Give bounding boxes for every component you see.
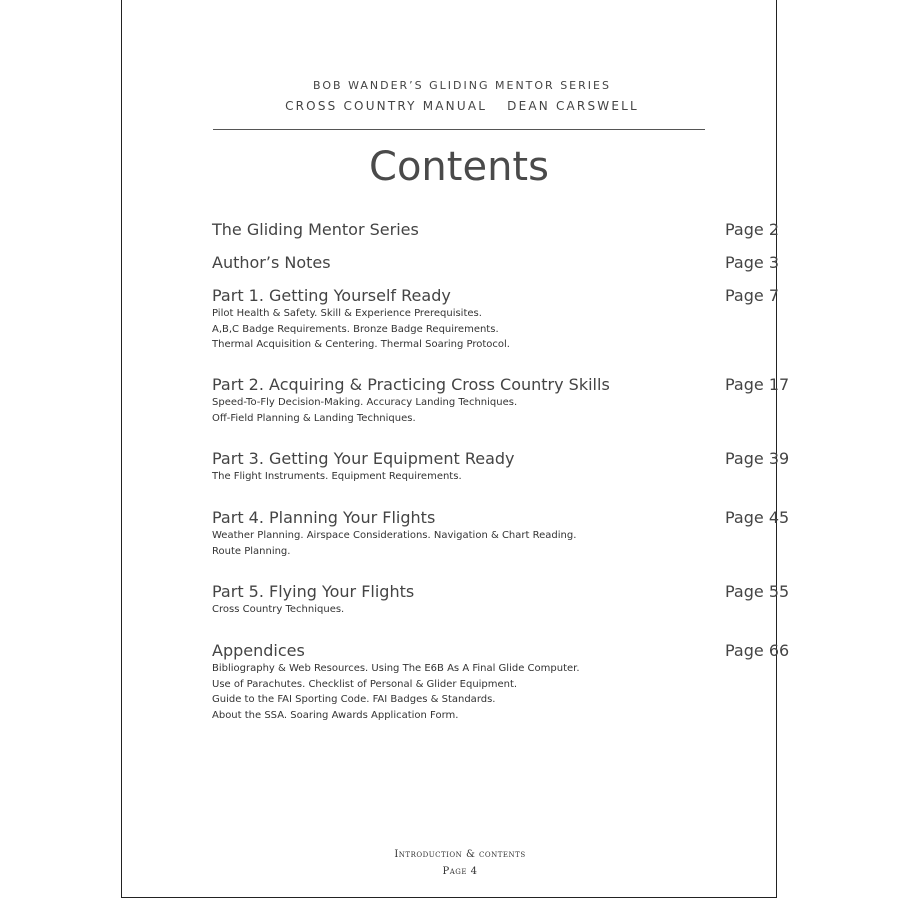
toc-heading: Appendices: [212, 641, 305, 660]
toc-heading: Part 5. Flying Your Flights: [212, 582, 415, 601]
toc-subtopic: About the SSA. Soaring Awards Application Form.: [212, 709, 459, 721]
toc-entry-part-1: [212, 286, 779, 353]
toc-subtopic: Pilot Health & Safety. Skill & Experience Prerequisites.: [212, 308, 482, 319]
toc-subtopic: Guide to the FAI Sporting Code. FAI Badges & Standards.: [212, 694, 496, 705]
page-title: Contents: [369, 144, 549, 190]
toc-page-number: Page 66: [725, 641, 790, 660]
toc-subtopic: A,B,C Badge Requirements. Bronze Badge Requirements.: [212, 323, 499, 335]
manual-line: [135, 99, 789, 113]
toc-subtopic: Cross Country Techniques.: [212, 604, 345, 615]
toc-subtopic: Speed-To-Fly Decision-Making. Accuracy Landing Techniques.: [212, 397, 518, 408]
toc-entry-mentor-series: [212, 220, 779, 240]
toc-page-number: Page 2: [725, 220, 779, 239]
toc-page-number: Page 45: [725, 508, 790, 527]
footer-section-label: Introduction & contents: [394, 849, 526, 860]
manual-title: CROSS COUNTRY MANUAL: [285, 99, 488, 113]
header-divider: [213, 129, 705, 130]
toc-entry-part-3: [212, 449, 790, 485]
toc-subtopic: Thermal Acquisition & Centering. Thermal Soaring Protocol.: [212, 339, 510, 350]
toc-page-number: Page 39: [725, 449, 790, 468]
toc-page-number: Page 3: [725, 253, 779, 272]
toc-heading: Part 4. Planning Your Flights: [212, 508, 436, 527]
toc-subtopic: Weather Planning. Airspace Considerations. Navigation & Chart Reading.: [212, 530, 577, 541]
toc-page-number: Page 7: [725, 286, 779, 305]
toc-entry-appendices: [212, 641, 790, 723]
toc-entry-part-4: [212, 508, 790, 559]
author-name: DEAN CARSWELL: [507, 99, 639, 113]
toc-heading: Part 2. Acquiring & Practicing Cross Country Skills: [212, 375, 610, 394]
series-title: BOB WANDER’S GLIDING MENTOR SERIES: [313, 79, 611, 92]
toc-heading: Part 3. Getting Your Equipment Ready: [212, 449, 515, 468]
toc-subtopic: Route Planning.: [212, 545, 291, 557]
toc-subtopic: Off-Field Planning & Landing Techniques.: [212, 412, 416, 424]
toc-heading: Part 1. Getting Yourself Ready: [212, 286, 451, 305]
toc-subtopic: Bibliography & Web Resources. Using The E6B As A Final Glide Computer.: [212, 663, 580, 674]
footer-page-number: Page 4: [442, 866, 478, 877]
toc-subtopic: The Flight Instruments. Equipment Requirements.: [212, 471, 462, 482]
document-page: [121, 0, 790, 898]
toc-entry-part-2: [212, 375, 790, 426]
toc-entry-authors-notes: [212, 253, 779, 273]
toc-entry-part-5: [212, 582, 790, 618]
toc-heading: The Gliding Mentor Series: [212, 220, 419, 239]
toc-page-number: Page 55: [725, 582, 790, 601]
toc-page-number: Page 17: [725, 375, 790, 394]
toc-heading: Author’s Notes: [212, 253, 331, 272]
toc-subtopic: Use of Parachutes. Checklist of Personal & Glider Equipment.: [212, 678, 518, 690]
